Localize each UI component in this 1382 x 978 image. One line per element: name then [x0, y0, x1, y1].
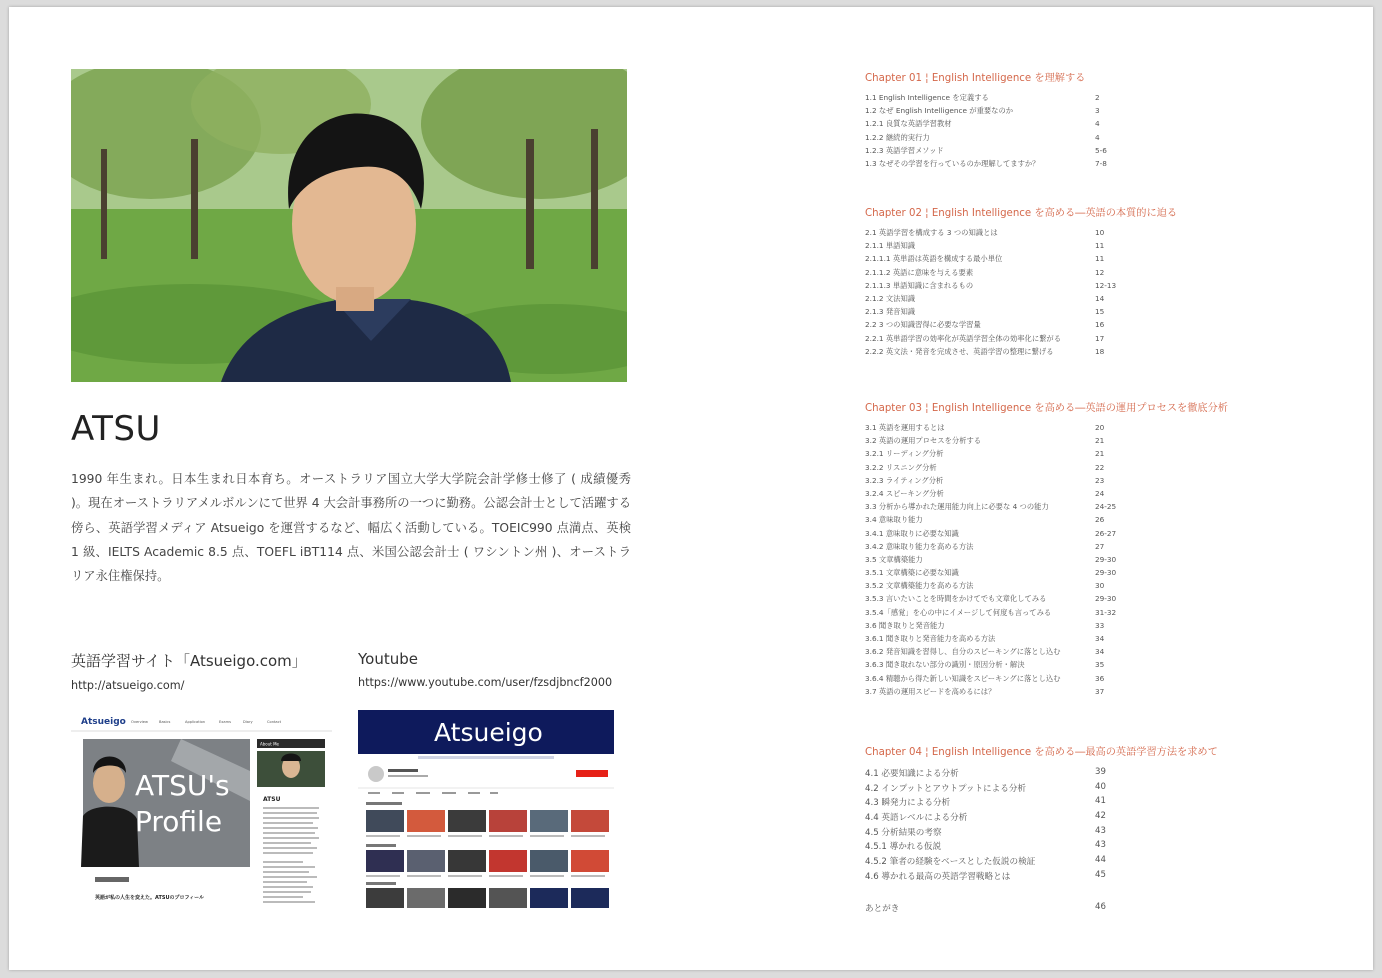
toc-chapter-04 [865, 743, 1345, 885]
toc-row: 1.2.2 継続的実行力 4 [865, 132, 1100, 142]
website-thumbnail [71, 711, 332, 909]
profile-photo [71, 69, 627, 382]
youtube-link-url[interactable]: https://www.youtube.com/user/fzsdjbncf2000 [358, 676, 613, 689]
toc-row: 1.2 なぜ English Intelligence が重要なのか 3 [865, 106, 1100, 116]
toc-row: 4.5.2 筆者の経験をベースとした仮説の検証 44 [865, 855, 1106, 868]
afterword-page: 46 [1095, 902, 1106, 912]
toc-row: 2.1.1 単語知識 11 [865, 241, 1105, 251]
toc-row: 2.1.1.3 単語知識に含まれるもの 12-13 [865, 280, 1117, 290]
toc-row: 3.2.2 リスニング分析 22 [865, 462, 1105, 472]
site-link-url[interactable]: http://atsueigo.com/ [71, 679, 185, 692]
toc-row: 3.3 分析から導かれた運用能力向上に必要な 4 つの能力 24-25 [865, 502, 1117, 512]
youtube-thumbnail [358, 710, 614, 908]
site-logo: Atsueigo [81, 717, 126, 727]
toc-row: 3.5 文章構築能力 29-30 [865, 554, 1117, 564]
toc-row: 2.1.1.2 英語に意味を与える要素 12 [865, 267, 1105, 277]
toc-row: 1.3 なぜその学習を行っているのか理解してますか？ 7-8 [865, 158, 1107, 168]
youtube-link-block [358, 650, 612, 689]
toc-row: 2.1.2 文法知識 14 [865, 293, 1105, 303]
site-caption: 英語が私の人生を変えた。ATSUのプロフィール [95, 895, 205, 901]
toc-row: 1.2.3 英語学習メソッド 5-6 [865, 145, 1107, 155]
toc-row: 3.4.2 意味取り能力を高める方法 27 [865, 541, 1105, 551]
toc-row: 2.1 英語学習を構成する 3 つの知識とは 10 [865, 228, 1105, 237]
toc-row: 3.2.1 リーディング分析 21 [865, 449, 1105, 459]
site-nav-item: Contact [267, 720, 281, 724]
toc-row: 3.5.3 言いたいことを時間をかけてでも文章化してみる 29-30 [865, 594, 1117, 604]
toc-row: 2.2.1 英単語学習の効率化が英語学習全体の効率化に繋がる 17 [865, 333, 1105, 343]
toc-row: 4.5 分析結果の考察 43 [865, 825, 1106, 838]
afterword-title: あとがき [865, 904, 900, 914]
site-side-label: About Me [260, 741, 280, 747]
toc-row: 3.5.2 文章構築能力を高める方法 30 [865, 581, 1105, 591]
toc-row: 4.6 導かれる最高の英語学習戦略とは 45 [865, 869, 1106, 882]
toc-row: 3.6.4 精聴から得た新しい知識をスピーキングに落とし込む 36 [865, 673, 1105, 683]
toc-row: 3.2 英語の運用プロセスを分析する 21 [865, 436, 1105, 446]
document-page [9, 7, 1373, 970]
toc-row: 3.6 聞き取りと発音能力 33 [865, 620, 1105, 630]
toc-row: 2.2 3 つの知識習得に必要な学習量 16 [865, 320, 1105, 330]
youtube-banner-title: Atsueigo [434, 718, 543, 747]
chapter-title: Chapter 01 ¦ English Intelligence を理解する [865, 73, 1086, 84]
toc-row: 2.1.3 発音知識 15 [865, 307, 1105, 317]
site-nav-item: Basics [159, 720, 171, 724]
toc-row: 3.2.3 ライティング分析 23 [865, 475, 1105, 485]
toc-row: 3.4.1 意味取りに必要な知識 26-27 [865, 528, 1117, 538]
chapter-title: Chapter 03 ¦ English Intelligence を高める―英語の運用プロセスを徹底分析 [865, 403, 1228, 414]
site-hero-line1: ATSU's [135, 769, 230, 802]
site-nav-item: Diary [243, 720, 253, 724]
chapter-title: Chapter 02 ¦ English Intelligence を高める―英語の本質的に迫る [865, 208, 1178, 219]
toc-row: 1.2.1 良質な英語学習教材 4 [865, 119, 1100, 129]
toc-row: 3.5.4「感覚」を心の中にイメージして何度も言ってみる 31-32 [865, 607, 1117, 617]
toc-row: 3.7 英語の運用スピードを高めるには？ 37 [865, 686, 1105, 696]
toc-row: 3.6.1 聞き取りと発音能力を高める方法 34 [865, 634, 1105, 643]
site-hero-line2: Profile [135, 805, 223, 838]
site-nav-item: Overview [131, 720, 148, 724]
toc-row: 3.6.3 聞き取れない部分の識別・原因分析・解決 35 [865, 660, 1105, 670]
toc-row: 2.2.2 英文法・発音を完成させ、英語学習の整理に繋げる 18 [865, 346, 1105, 356]
toc-afterword [865, 902, 1345, 914]
toc-row: 2.1.1.1 英単語は英語を構成する最小単位 11 [865, 254, 1105, 264]
profile-bio: 1990 年生まれ。日本生まれ日本育ち。オーストラリア国立大学大学院会計学修士修了 ( 成績優秀 )。現在オーストラリアメルボルンにて世界 4 大会計事務所の一つに勤務。公認会計士として活躍する傍ら、英語学習メディア Atsueigo を運営するなど、幅広く活動している。TOEIC990 点満点、英検 1 級、IELTS Academic 8.5 点、TOEFL iBT114 点、米国公認会計士 ( ワシントン州 )、オーストラリア永住権保持。 [71, 472, 631, 584]
chapter-title: Chapter 04 ¦ English Intelligence を高める―最高の英語学習方法を求めて [865, 747, 1218, 758]
toc-chapter-03 [865, 399, 1345, 700]
site-link-block [71, 650, 307, 692]
toc-row: 4.3 瞬発力による分析 41 [865, 796, 1106, 809]
profile-name: ATSU [71, 409, 161, 449]
toc-row: 4.4 英語レベルによる分析 42 [865, 811, 1106, 824]
toc-row: 1.1 English Intelligence を定義する 2 [865, 93, 1100, 102]
toc-row: 3.1 英語を運用するとは 20 [865, 423, 1105, 432]
toc-row: 3.4 意味取り能力 26 [865, 515, 1105, 525]
toc-chapter-01 [865, 69, 1345, 172]
toc-row: 4.1 必要知識による分析 39 [865, 767, 1106, 779]
toc-row: 4.5.1 導かれる仮説 43 [865, 840, 1106, 853]
site-link-title: 英語学習サイト「Atsueigo.com」 [71, 652, 307, 670]
toc-row: 3.6.2 発音知識を習得し、自分のスピーキングに落とし込む 34 [865, 647, 1105, 657]
toc-chapter-02 [865, 204, 1345, 360]
toc-row: 3.2.4 スピーキング分析 24 [865, 488, 1105, 498]
site-nav-item: Exams [219, 720, 231, 724]
site-nav-item: Application [185, 720, 206, 724]
toc-row: 4.2 インプットとアウトプットによる分析 40 [865, 781, 1106, 794]
youtube-link-title: Youtube [358, 650, 418, 668]
site-side-name: ATSU [263, 796, 281, 803]
toc-row: 3.5.1 文章構築に必要な知識 29-30 [865, 568, 1117, 578]
